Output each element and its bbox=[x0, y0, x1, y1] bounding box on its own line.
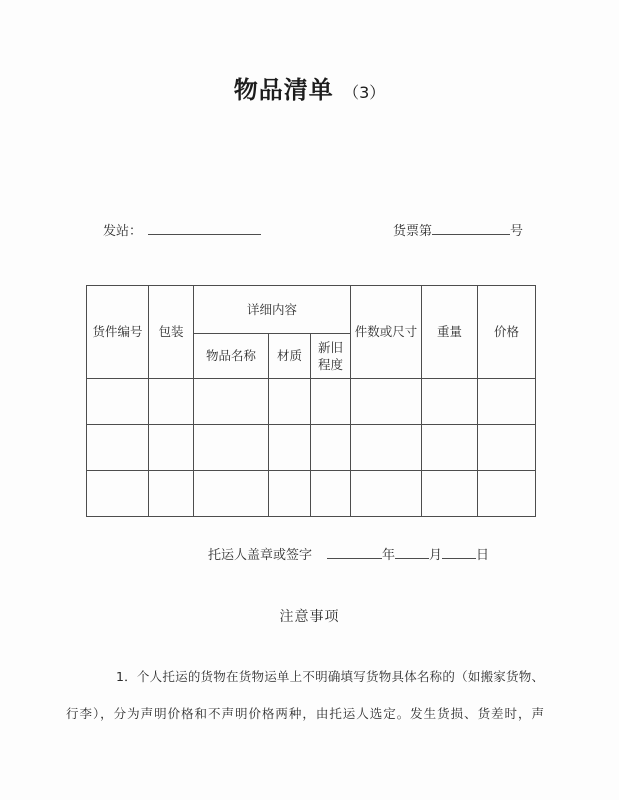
table-header-row-1 bbox=[87, 286, 536, 334]
table-cell bbox=[194, 379, 269, 425]
col-header-material: 材质 bbox=[269, 334, 311, 379]
freight-ticket-suffix-label: 号 bbox=[510, 224, 524, 239]
signature-date-row bbox=[208, 544, 489, 566]
departure-station-label: 发站： bbox=[103, 224, 143, 239]
table-cell bbox=[194, 425, 269, 471]
notes-paragraph-line-1: 1．个人托运的货物在货物运单上不明确填写货物具体名称的（如搬家货物、 bbox=[116, 669, 544, 684]
signature-month-blank bbox=[395, 544, 429, 559]
table-cell bbox=[422, 425, 478, 471]
freight-ticket-prefix-label: 货票第 bbox=[393, 224, 433, 239]
table-cell bbox=[87, 379, 149, 425]
col-header-condition: 新旧程度 bbox=[311, 334, 351, 379]
table-cell bbox=[87, 471, 149, 517]
table-cell bbox=[351, 425, 422, 471]
table-cell bbox=[311, 379, 351, 425]
month-label: 月 bbox=[429, 548, 443, 563]
table-cell bbox=[351, 471, 422, 517]
page-title-suffix: （3） bbox=[343, 83, 386, 102]
signature-label: 托运人盖章或签字 bbox=[208, 548, 313, 563]
col-header-price: 价格 bbox=[478, 286, 536, 379]
col-header-details: 详细内容 bbox=[194, 286, 351, 334]
table-row bbox=[87, 425, 536, 471]
table-cell bbox=[422, 471, 478, 517]
table-row bbox=[87, 471, 536, 517]
table-cell bbox=[478, 379, 536, 425]
page-title bbox=[0, 70, 619, 105]
col-header-shipment-no: 货件编号 bbox=[87, 286, 149, 379]
table-cell bbox=[149, 471, 194, 517]
table-cell bbox=[351, 379, 422, 425]
freight-ticket-number-blank bbox=[432, 220, 510, 235]
col-header-packaging: 包装 bbox=[149, 286, 194, 379]
departure-station-field bbox=[103, 220, 261, 242]
notes-paragraph-line-2: 行李），分为声明价格和不声明价格两种，由托运人选定。发生货损、货差时，声 bbox=[66, 706, 544, 721]
col-header-weight: 重量 bbox=[422, 286, 478, 379]
table-cell bbox=[478, 471, 536, 517]
table-cell bbox=[87, 425, 149, 471]
notes-paragraph bbox=[66, 658, 544, 732]
table-cell bbox=[149, 425, 194, 471]
table-row bbox=[87, 379, 536, 425]
page-title-text: 物品清单 bbox=[233, 76, 334, 104]
signature-day-blank bbox=[442, 544, 476, 559]
table-cell bbox=[269, 471, 311, 517]
table-cell bbox=[269, 425, 311, 471]
table-cell bbox=[311, 471, 351, 517]
header-fields-row bbox=[0, 220, 619, 242]
table-cell bbox=[149, 379, 194, 425]
day-label: 日 bbox=[476, 548, 490, 563]
freight-ticket-field bbox=[393, 220, 523, 242]
signature-year-blank bbox=[327, 544, 382, 559]
table-cell bbox=[422, 379, 478, 425]
items-table bbox=[86, 285, 536, 517]
table-cell bbox=[269, 379, 311, 425]
table-cell bbox=[478, 425, 536, 471]
year-label: 年 bbox=[382, 548, 396, 563]
table-cell bbox=[311, 425, 351, 471]
col-header-quantity-or-size: 件数或尺寸 bbox=[351, 286, 422, 379]
departure-station-blank bbox=[148, 220, 261, 235]
col-header-item-name: 物品名称 bbox=[194, 334, 269, 379]
notes-heading: 注意事项 bbox=[279, 609, 340, 625]
table-cell bbox=[194, 471, 269, 517]
